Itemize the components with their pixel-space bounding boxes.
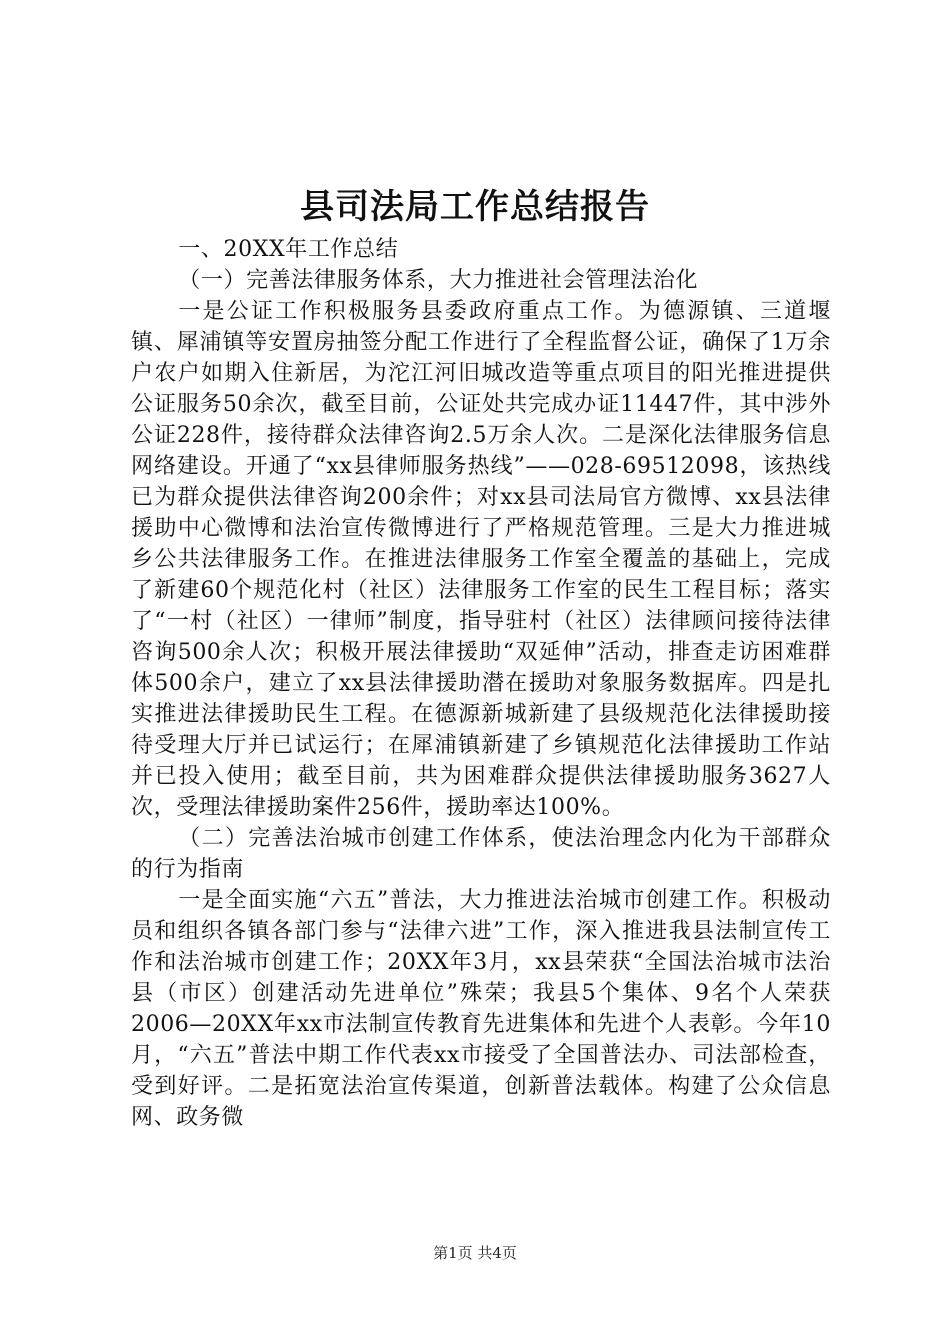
section-heading: 一、20XX年工作总结 bbox=[178, 237, 399, 262]
body-paragraph: 一是公证工作积极服务县委政府重点工作。为德源镇、三道堰镇、犀浦镇等安置房抽签分配工作进行了全程监督公证，确保了1万余户农户如期入住新居，为沱江河旧城改造等重点项目的阳光推进提供公证服务50余次，截至目前，公证处共完成办证11447件，其中涉外公证228件，接待群众法律咨询2.5万余人次。二是深化法律服务信息网络建设。开通了“xx县律师服务热线”——028-69512098，该热线已为群众提供法律咨询200余件；对xx县司法局官方微博、xx县法律援助中心微博和法治宣传微博进行了严格规范管理。三是大力推进城乡公共法律服务工作。在推进法律服务工作室全覆盖的基础上，完成了新建60个规范化村（社区）法律服务工作室的民生工程目标；落实了“一村（社区）一律师”制度，指导驻村（社区）法律顾问接待法律咨询500余人次；积极开展法律援助“双延伸”活动，排查走访困难群体500余户，建立了xx县法律援助潜在援助对象服务数据库。四是扎实推进法律援助民生工程。在德源新城新建了县级规范化法律援助接待受理大厅并已试运行；在犀浦镇新建了乡镇规范化法律援助工作站并已投入使用；截至目前，共为困难群众提供法律援助服务3627人次，受理法律援助案件256件，援助率达100%。 bbox=[131, 299, 831, 820]
body-paragraph: 一是全面实施“六五”普法，大力推进法治城市创建工作。积极动员和组织各镇各部门参与“法律六进”工作，深入推进我县法制宣传工作和法治城市创建工作；20XX年3月，xx县荣获“全国法治城市法治县（市区）创建活动先进单位”殊荣；我县5个集体、9名个人荣获2006—20XX年xx市法制宣传教育先进集体和先进个人表彰。今年10月，“六五”普法中期工作代表xx市接受了全国普法办、司法部检查，受到好评。二是拓宽法治宣传渠道，创新普法载体。构建了公众信息网、政务微 bbox=[131, 888, 831, 1130]
subsection-heading: （二）完善法治城市创建工作体系，使法治理念内化为干部群众的行为指南 bbox=[131, 826, 831, 882]
document-body bbox=[131, 234, 831, 1133]
page-footer: 第1页 共4页 bbox=[433, 1244, 517, 1262]
subsection-heading: （一）完善法律服务体系，大力推进社会管理法治化 bbox=[178, 268, 699, 293]
document-title: 县司法局工作总结报告 bbox=[300, 187, 650, 227]
